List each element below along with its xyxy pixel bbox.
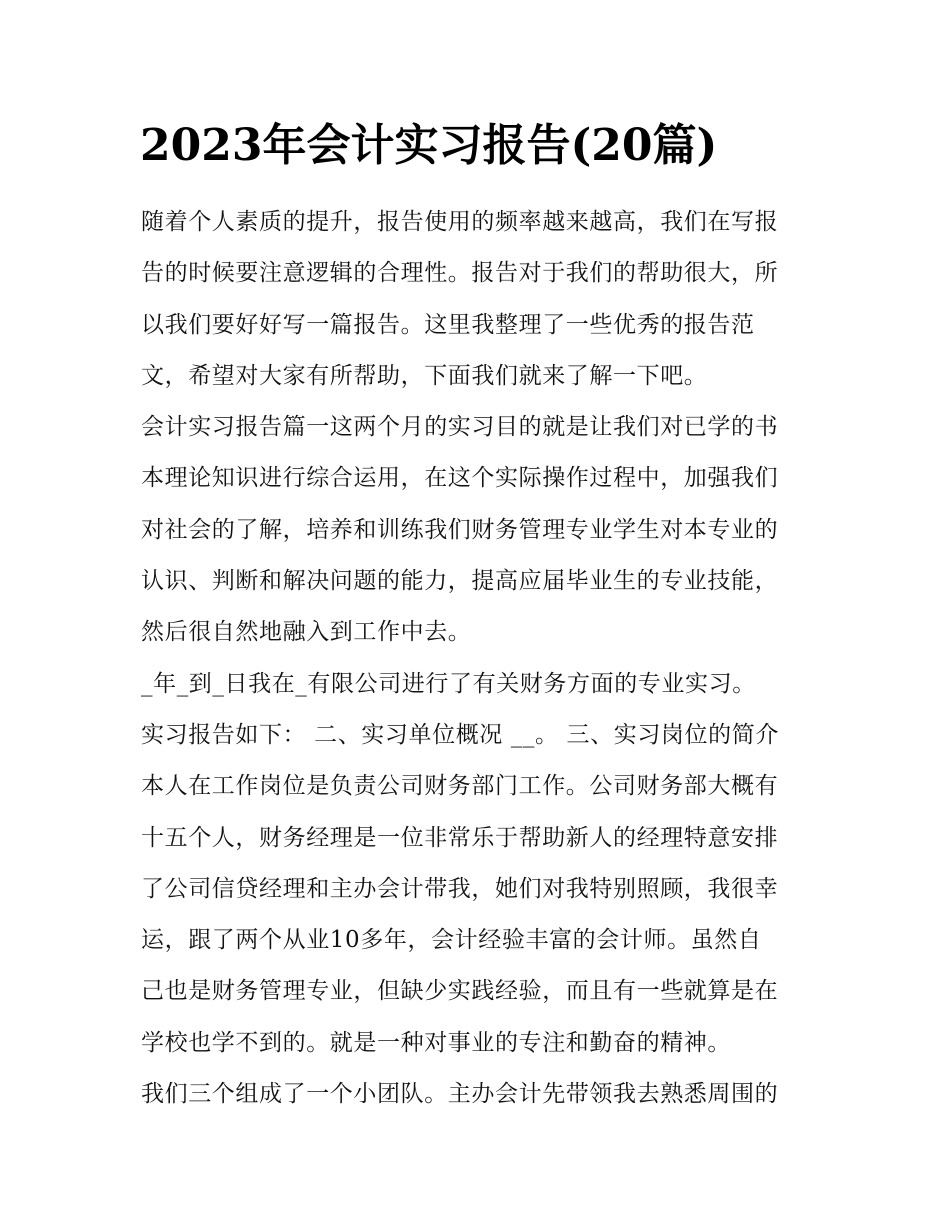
text-line: 十五个人，财务经理是一位非常乐于帮助新人的经理特意安排 [141,824,779,851]
text-line: 了公司信贷经理和主办会计带我，她们对我特别照顾，我很幸 [141,875,779,902]
text-line: 然后很自然地融入到工作中去。 [141,619,472,646]
text-line: _年_到_日我在_有限公司进行了有关财务方面的专业实习。 [141,670,756,697]
text-line: 以我们要好好写一篇报告。这里我整理了一些优秀的报告范 [141,311,755,338]
document-body [141,200,841,1123]
text-line: 本人在工作岗位是负责公司财务部门工作。公司财务部大概有 [141,773,779,800]
text-line: 告的时候要注意逻辑的合理性。报告对于我们的帮助很大，所 [141,260,779,287]
text-line: 运，跟了两个从业10多年，会计经验丰富的会计师。虽然自 [141,927,762,954]
text-line: 认识、判断和解决问题的能力，提高应届毕业生的专业技能， [141,568,779,595]
text-line: 随着个人素质的提升，报告使用的频率越来越高，我们在写报 [141,209,779,235]
text-line: 对社会的了解，培养和训练我们财务管理专业学生对本专业的 [141,516,779,543]
text-line: 学校也学不到的。就是一种对事业的专注和勤奋的精神。 [141,1029,731,1056]
text-line: 文，希望对大家有所帮助，下面我们就来了解一下吧。 [141,362,708,389]
document-title: 2023年会计实习报告(20篇) [140,120,718,171]
text-line: 实习报告如下： 二、实习单位概况 __。 三、实习岗位的简介 [141,721,779,748]
text-line: 本理论知识进行综合运用，在这个实际操作过程中，加强我们 [141,465,779,492]
text-line: 我们三个组成了一个小团队。主办会计先带领我去熟悉周围的 [141,1081,779,1108]
text-line: 会计实习报告篇一这两个月的实习目的就是让我们对已学的书 [141,414,779,441]
text-line: 己也是财务管理专业，但缺少实践经验，而且有一些就算是在 [141,978,779,1005]
